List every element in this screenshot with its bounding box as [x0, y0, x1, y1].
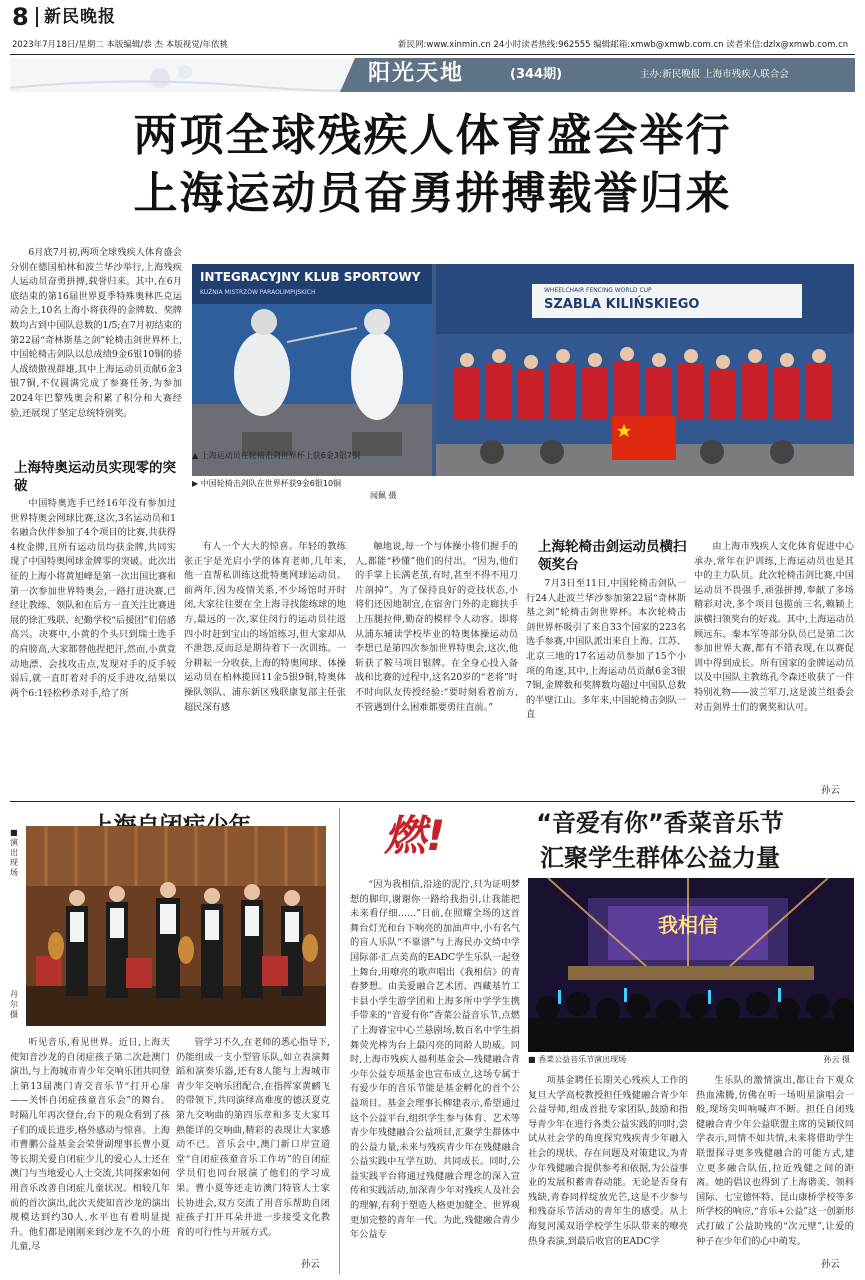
section-issue: (344期): [510, 67, 563, 82]
main-col-4-text: 7月3日至11日,中国轮椅击剑队一行24人赴波兰华沙参加第22届“奇林斯基之剑”轮椅击剑世界杯。本次轮椅击剑世界杯吸引了来自33个国家的223名选手参赛,中国队派出来自上海、江苏、北京三地的17名运动员参加了15个小项的角逐,其中,上海运动员贡献6金3银7铜,金牌数和奖牌数均超过中国队总数的半壁江山。多年来,中国轮椅击剑队一直: [526, 578, 686, 721]
festival-photo-credit: 孙云 摄: [823, 1055, 850, 1064]
section-name: 阳光天地: [368, 61, 465, 86]
festival-col-2-text: 项基金聘任长期关心残疾人工作的复旦大学高校教授担任残健融合青少年公益导师,组成首批专家团队,鼓励和指导青少年在进行各类公益实践的同时,尝试从社会学的角度探究残疾青少年融入社会的现状、存在问题及对策建议,为青少年残健融合提供参考和依据,为公益事业的发展积蓄青春动能。无论是否身有残缺,青春同样绽放光芒,这是不少参与和残奋乐节活动的青年生的感受。从上海复河溪双语学校学生乐队带来的嘹亮热身表演,到最后收官的EADC学: [528, 1075, 688, 1247]
main-col-3: [355, 540, 518, 798]
main-col-2-text: 有人一个大大的惊喜。年轻的教练张正宇是光启小学的体育老师,几年来,他一直帮私训练这批特奥网球运动员。前两年,因为疫情关系,不少场馆时开时闭,大家往往要在全上海寻找能练球的地方,最远的一次,家住闵行的运动员往返四小时赶到宝山的场馆练习,但大家却从不泄怨,反而总是期待着下一次训练。一分耕耘一分收获,上海的特奥网球、体操运动员在柏林揽回11金5银9铜,特奥体操队领队、浦东新区残联康复部主任张超民深有感: [184, 541, 346, 713]
festival-kicker: 燃!: [384, 811, 446, 860]
festival-photo-caption: ■ 香菜公益音乐节演出现场: [528, 1055, 627, 1064]
main-col-3-text: 触地说,每一个与体操小将们握手的人,都能“秒懂”他们的付出。“因为,他们的手掌上长满老茧,有时,甚至不得不用刀片剖掉”。为了保持良好的竞技状态,小将们还因地制宜,在宿舍门外的走廊扶手上压腿拉伸,勤奋的模样令人动容。即将从浦东辅读学校毕业的特奥体操运动员李想已是第四次参加世界特奥会,这次,他斩获了鞍马项目银牌。在全身心投入备战和比赛的过程中,这名20岁的“老将”时不时向队友传授经验:“要时刻看着前方,不管遇到什么困难都要勇往直前。”: [355, 541, 518, 713]
stage-screen-text: 我相信: [658, 913, 718, 937]
paper-name: 新民晚报: [44, 7, 116, 27]
main-col-4: [526, 577, 686, 797]
main-headline-2: 上海运动员奋勇拼搏载誉归来: [133, 168, 732, 219]
festival-col-2: [528, 1074, 688, 1272]
festival-col-1-text: “因为我相信,沿途的泥泞,只为证明梦想的脚印,谢谢你一路给我指引,让我能把未来看仔细……”日前,在照耀全场的这首舞台灯光和台下响亮的加油声中,小有名气的盲人乐队“不靠谱”与上海民办文绮中学国际部·汇点美高的EADC学生乐队一起登上舞台,用嘹亮的歌声唱出《我相信》的青春梦想。由美爱融合艺术团、西藏基竹工卡县小学生游学团和上海多所中学学生携手带来的“音爱有你”香菜公益音乐节,点燃了上海睿宝中心兰悬剧场,数百名中学生捐舞荧光棒为台上最闪亮的同龄人助威。同时,上海市残疾人福利基金会—残健融合青少年公益专项基金也宣布成立,这场专属于有爱少年的音乐节能是基金孵化的首个公益项目。基金会理事长柳建表示,希望通过这个公益平台,组织学生参与体育、艺术等青少年残健融合公益项目,汇聚学生群体中的公益力量,未来与残疾青少年在残健融合公益实践中互学互助、共同成长。同时,公益实践平台将通过残健融合理念的深入宣传和实践活动,加深青少年对残疾人及社会的理解,有利于塑造人格更加健全、世界观更加完整的青年一代。为此,残健融合青少年公益专: [350, 879, 520, 1241]
autism-col-1-text: 听见音乐,看见世界。近日,上海天使知音沙龙的自闭症孩子第二次赴澳门演出,与上海城市青少年交响乐团共同登上第13届澳门青交音乐节“打开心扉——关怀自闭症孩童音乐会”的舞台。时隔几年再次登台,台下的观众看到了孩子们的成长进步,格外感动与惊喜。上海市曹鹏公益基金会荣誉副理事长曹小夏等长期关爱自闭症少儿的爱心人士还在澳门与当地爱心人士交流,共同探索如何用音乐改善自闭症儿童状况。相较几年前的首次演出,此次天使知音沙龙的演出规模达到约30人,水平也有着明显提升。他们都是刚刚来到沙龙不久的小班儿童,尽: [10, 1037, 170, 1253]
photo-banner-4: WHEELCHAIR FENCING WORLD CUP: [544, 287, 652, 294]
autism-photo: [26, 826, 326, 1026]
subhead-tennis: 上海特奥运动员实现零的突破: [14, 460, 176, 494]
masthead: [0, 0, 865, 58]
autism-col-2: [176, 1036, 330, 1258]
festival-headline-2: 汇聚学生群体公益力量: [540, 844, 780, 872]
photo-banner-3: SZABLA KILIŃSKIEGO: [544, 297, 700, 312]
main-col-2: [184, 540, 346, 798]
main-lead: [10, 246, 182, 454]
orchestra-photo: [26, 826, 326, 1026]
contact-line: 新民网:www.xinmin.cn 24小时读者热线:962555 编辑邮箱:xmwb@xmwb.com.cn 读者来信:dzlx@xmwb.com.cn: [398, 40, 849, 50]
main-photo: [192, 264, 854, 476]
section-host: 主办:新民晚报 上海市残疾人联合会: [640, 69, 789, 80]
date-line: 2023年7月18日/星期二 本版编辑/恭 杰 本版视觉/年依桃: [12, 40, 229, 50]
festival-photo: [528, 878, 854, 1052]
festival-col-3: [696, 1074, 854, 1258]
main-col-1: [10, 497, 176, 797]
main-author: 孙云: [820, 785, 840, 796]
main-bottom-rule: [10, 801, 855, 802]
main-col-1-text: 中国特奥选手已经16年没有参加过世界特奥会网球比赛,这次,3名运动员和1名融合伙伴参加了4个项目的比赛,共获得4枚金牌,且所有运动员均获金牌,共同实现了中国特奥网球金牌零的突破。此次出征的上海小将黄旭峰是第一次出国比赛和第一次参加世界特奥会,一路打进决赛,已经让教练、领队和在后方一直关注比赛进展的徐汇残联、纪勤学校“后援团”们倍感高兴。决赛中,小黄的个头只到瑞士选手的肩膀高,大家都替他捏把汗,然而,小黄竟动地漂、会找攻击点,发现对手的反手较弱后,就一直盯着对手的反手进攻,结果以两个6:1轻松秒杀对手,给了所: [10, 498, 176, 699]
autism-col-1: [10, 1036, 170, 1272]
festival-headline-1: “音爱有你”香菜音乐节: [536, 809, 784, 837]
autism-photo-credit: 丹尔 摄: [10, 990, 18, 1019]
autism-photo-label: ■ 演出现场: [10, 828, 18, 877]
column-divider: [339, 808, 340, 1274]
photo-caption-1: ▲ 上海运动员在轮椅击剑世界杯上获6金3银7铜: [192, 451, 360, 460]
masthead-divider: [36, 7, 38, 27]
main-col-5: [694, 540, 854, 782]
section-banner: [10, 58, 855, 92]
subhead-fencing: 上海轮椅击剑运动员横扫领奖台: [538, 539, 687, 573]
lead-text: 6月底7月初,两项全球残疾人体育盛会分别在德国柏林和波兰华沙举行,上海残疾人运动员奋勇拼搏,载誉归来。其中,在6月底结束的第16届世界夏季特殊奥林匹克运动会上,10名上海小将获得的金牌数、奖牌数均占到中国队总数的1/5;在7月初结束的第22届“奇林斯基之剑”轮椅击剑世界杯上,中国轮椅击剑队以总成绩9金6银10铜的骄人战绩傲视群雄,其中上海运动员贡献6金3银7铜,不仅圆满完成了参赛任务,为参加2024年巴黎残奥会积累了积分和大赛经验,还展现了坚定总统特别奖。: [10, 247, 182, 419]
festival-col-1: [350, 878, 520, 1273]
autism-author: 孙云: [300, 1259, 320, 1270]
festival-col-3-text: 生乐队的激情演出,都让台下观众热血沸腾,仿佛在听一场明星演唱会一般,现场尖叫响喊声不断。担任自闭残健融合青少年公益联盟主席的吴颖仪同学表示,同情不如共情,未来将借助学生联盟探寻更多残健融合的可能方式,建立更多融合队伍,拉近残健之间的距离。她的倡议也得到了上海谐美、领科国际、七宝德怀特、昆山康桥学校等多所学校的响应,“音乐+公益”这一创新形式打破了公益助残的“次元壁”,让爱的种子在少年们的心中萌发。: [696, 1075, 854, 1247]
photo-credit: 闻佩 摄: [370, 491, 397, 500]
autism-col-2-text: 管学习不久,在老师的悉心指导下,仍能组成一支小型管乐队,如立表演舞蹈和演奏乐器,还有8人能与上海城市青少年交响乐团配合,在指挥家黄鹂飞的带领下,共同演绎高难度的德沃夏克第九交响曲的第四乐章和多支大家耳熟能详的交响曲,精彩的表现让大家感动不已。音乐会中,澳门新口岸宣道堂“自闭症孩童音乐工作坊”的自闭症学员们也同台展演了他们的学习成果。曹小夏等还走访澳门特管人士家长协进会,双方交流了用音乐帮助自闭症孩子打开耳朵并进一步接受文化教育的可行性与开展方式。: [176, 1037, 330, 1238]
main-headline-1: 两项全球残疾人体育盛会举行: [133, 110, 732, 161]
page-number: 8: [12, 3, 29, 31]
main-col-5-text: 由上海市残疾人文化体育促进中心承办,常年在沪训练,上海运动员也是其中的主力队员。此次轮椅击剑比赛,中国运动员不畏强手,顽强拼搏,奉献了多场精彩对决,多个项目包揽前三名,赖颖上演横扫领奖台的好戏。其中,上海运动员顾远东、秦本军等部分队员已是第二次参加世界大赛,都有不错表现,在以赛促训中得到成长。所有国家的金牌运动员以及中国队主教练孔令森还收获了一件特别礼物——波兰军刀,这是波兰组委会对击剑界士们的褒奖和认可。: [694, 541, 854, 713]
concert-photo: [528, 878, 854, 1052]
masthead-rule: [10, 54, 855, 55]
festival-author: 孙云: [820, 1259, 840, 1270]
photo-banner-2: KUŹNIA MISTRZÓW PARAOLIMPIJSKICH: [200, 289, 316, 296]
photo-banner-1: INTEGRACYJNY KLUB SPORTOWY: [200, 270, 421, 284]
photo-caption-2: ▶ 中国轮椅击剑队在世界杯获9金6银10铜: [192, 479, 342, 488]
